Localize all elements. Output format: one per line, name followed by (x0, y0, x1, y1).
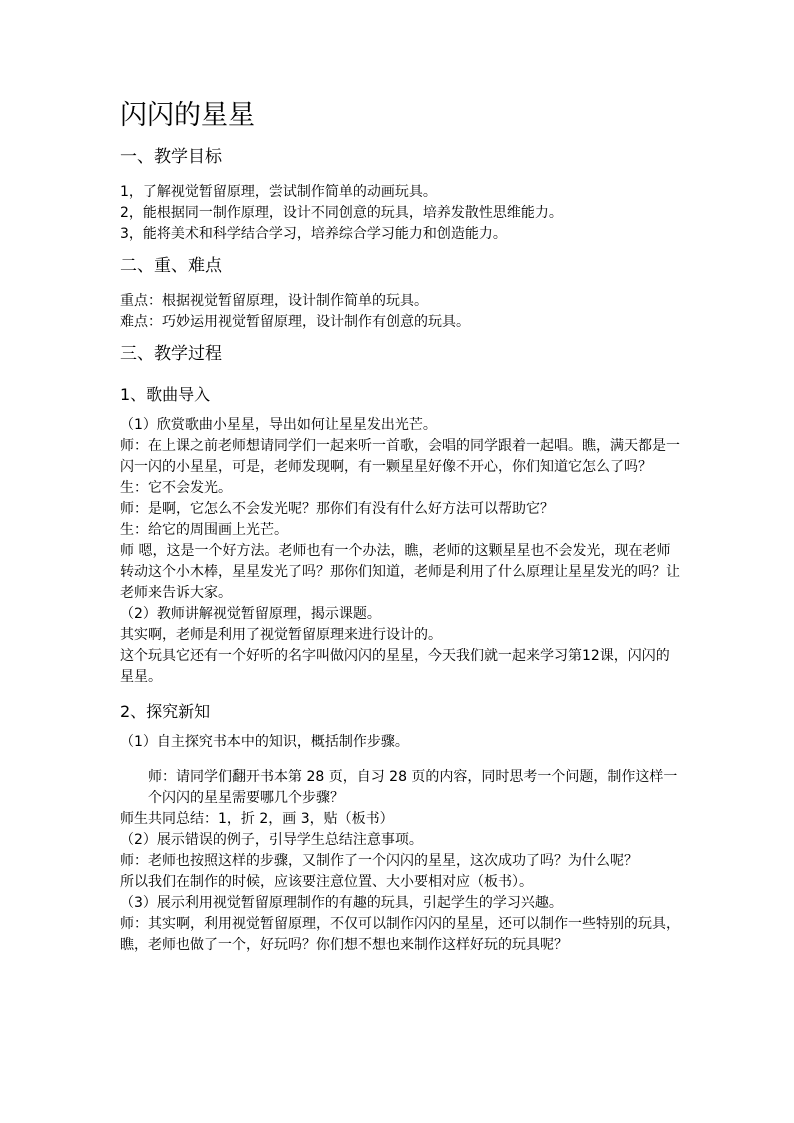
process-line-1-4: 师：是啊，它怎么不会发光呢？那你们有没有什么好方法可以帮助它？ (120, 501, 554, 517)
process-line-1-2: 师：在上课之前老师想请同学们一起来听一首歌，会唱的同学跟着一起唱。瞧，满天都是一闪一闪的小星星，可是，老师发现啊，有一颗星星好像不开心，你们知道它怎么了吗？ (120, 438, 680, 475)
subheading-explore: 2、探究新知 (120, 702, 211, 721)
process-line-2-2: （2）展示错误的例子，引导学生总结注意事项。 (120, 832, 423, 848)
process-line-2-5: （3）展示利用视觉暂留原理制作的有趣的玩具，引起学生的学习兴趣。 (120, 895, 563, 911)
process-line-1-3: 生：它不会发光。 (120, 480, 232, 496)
process-line-2-1: 师生共同总结：1，折 2，画 3，贴（板书） (120, 811, 394, 827)
section-heading-objectives: 一、教学目标 (120, 147, 222, 167)
process-line-2-3: 师：老师也按照这样的步骤，又制作了一个闪闪的星星，这次成功了吗？为什么呢？ (120, 853, 638, 869)
objective-line-3: 3，能将美术和科学结合学习，培养综合学习能力和创造能力。 (120, 226, 507, 242)
process-line-1-6: 师 嗯，这是一个好方法。老师也有一个办法，瞧，老师的这颗星星也不会发光，现在老师转动这个小木棒，星星发光了吗？那你们知道，老师是利用了什么原理让星星发光的吗？让老师来告诉大家。 (120, 543, 680, 601)
process-line-1-9: 这个玩具它还有一个好听的名字叫做闪闪的星星，今天我们就一起来学习第12课，闪闪的星星。 (120, 648, 670, 685)
objective-line-1: 1，了解视觉暂留原理，尝试制作简单的动画玩具。 (120, 184, 437, 200)
section-heading-process: 三、教学过程 (120, 344, 222, 364)
process-line-1-7: （2）教师讲解视觉暂留原理，揭示课题。 (120, 606, 381, 622)
key-point-line: 重点：根据视觉暂留原理，设计制作简单的玩具。 (120, 293, 428, 309)
objective-line-2: 2，能根据同一制作原理，设计不同创意的玩具，培养发散性思维能力。 (120, 205, 563, 221)
document-title: 闪闪的星星 (120, 100, 255, 131)
subheading-song-intro: 1、歌曲导入 (120, 385, 211, 404)
section-heading-key-points: 二、重、难点 (120, 256, 222, 276)
process-line-1-1: （1）欣赏歌曲小星星，导出如何让星星发出光芒。 (120, 417, 437, 433)
process-line-2-b: 师：请同学们翻开书本第 28 页，自习 28 页的内容，同时思考一个问题，制作这样一个闪闪的星星需要哪几个步骤？ (148, 769, 678, 806)
process-line-2-4: 所以我们在制作的时候，应该要注意位置、大小要相对应（板书）。 (120, 874, 533, 890)
process-line-1-8: 其实啊，老师是利用了视觉暂留原理来进行设计的。 (120, 627, 442, 643)
process-line-2-a: （1）自主探究书本中的知识，概括制作步骤。 (120, 734, 409, 750)
difficulty-line: 难点：巧妙运用视觉暂留原理，设计制作有创意的玩具。 (120, 314, 470, 330)
process-line-2-6: 师：其实啊，利用视觉暂留原理，不仅可以制作闪闪的星星，还可以制作一些特别的玩具，瞧，老师也做了一个，好玩吗？你们想不想也来制作这样好玩的玩具呢？ (120, 916, 680, 953)
process-line-1-5: 生：给它的周围画上光芒。 (120, 522, 288, 538)
document-body (120, 96, 680, 956)
